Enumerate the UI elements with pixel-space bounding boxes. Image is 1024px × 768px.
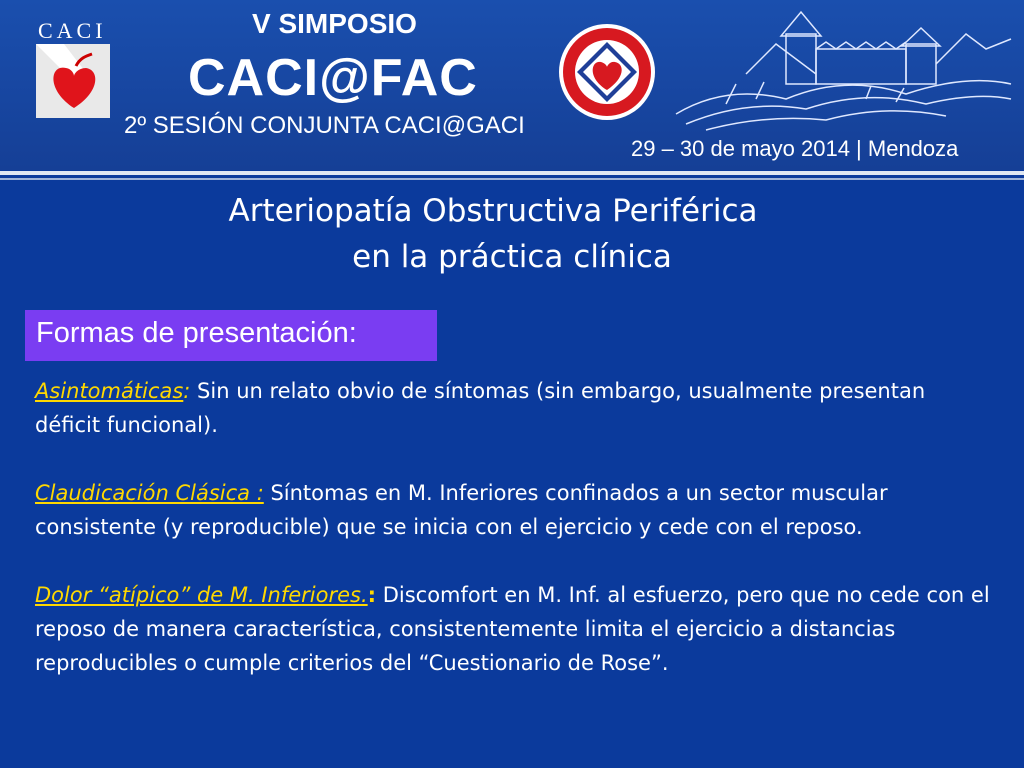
- section-label: Formas de presentación:: [36, 317, 357, 349]
- header-divider: [0, 171, 1024, 175]
- brand-title: CACI@FAC: [188, 49, 478, 107]
- simposio-title: V SIMPOSIO: [252, 8, 417, 39]
- item-term: Asintomáticas: [35, 379, 184, 403]
- caci-heart-logo-icon: [36, 44, 110, 118]
- section-label-box: [25, 310, 437, 361]
- event-date: 29 – 30 de mayo 2014 | Mendoza: [631, 136, 959, 161]
- item-text: Discomfort en M. Inf. al esfuerzo, pero que no cede con el reposo de manera característica, consistentemente limita el ejercicio a distancias reproducibles o cumple criterios del “Cuestionario de Rose”.: [35, 583, 990, 675]
- slide-title-line2: en la práctica clínica: [352, 239, 672, 275]
- presentation-forms-text: [35, 374, 995, 714]
- header-banner: [0, 0, 1024, 170]
- item-asintomaticas: [35, 374, 995, 442]
- item-dolor-atipico: [35, 578, 995, 680]
- castle-illustration-icon: [666, 4, 1016, 134]
- caci-logo-text: CACI: [38, 18, 107, 43]
- slide-title: [0, 188, 1024, 280]
- item-text: Síntomas en M. Inferiores confinados a un sector muscular consistente (y reproducible) que se inicia con el ejercicio y cede con el reposo.: [35, 481, 888, 539]
- item-term-suffix: :: [367, 583, 377, 607]
- header-divider-thin: [0, 178, 1024, 180]
- item-term: Dolor “atípico” de M. Inferiores.: [35, 583, 368, 607]
- item-text: Sin un relato obvio de síntomas (sin embargo, usualmente presentan déficit funcional).: [35, 379, 926, 437]
- item-term-suffix: :: [183, 379, 191, 403]
- session-subtitle: 2º SESIÓN CONJUNTA CACI@GACI: [124, 112, 525, 139]
- item-term: Claudicación Clásica :: [35, 481, 264, 505]
- slide-title-line1: Arteriopatía Obstructiva Periférica: [228, 193, 758, 229]
- item-claudicacion: [35, 476, 995, 544]
- fac-seal-icon: [557, 22, 657, 122]
